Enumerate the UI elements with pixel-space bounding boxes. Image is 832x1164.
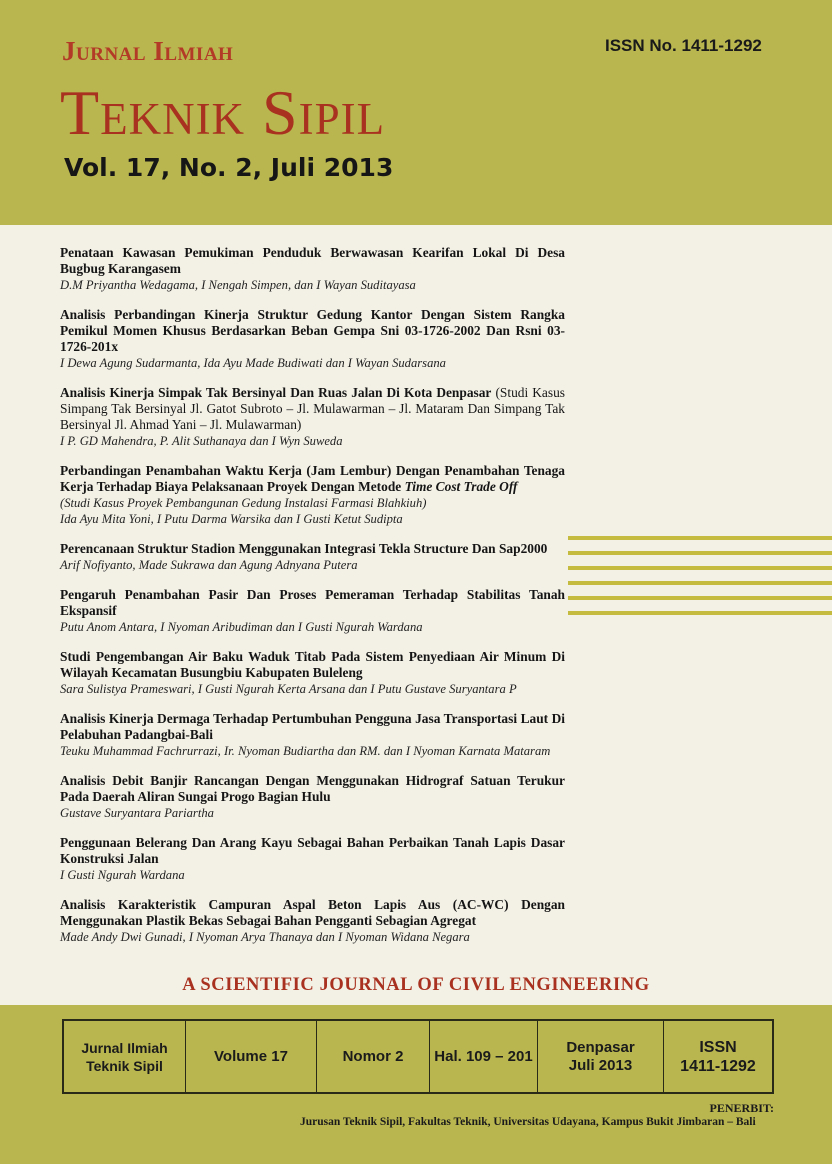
article-item <box>60 649 565 697</box>
article-item <box>60 307 565 371</box>
article-authors: Made Andy Dwi Gunadi, I Nyoman Arya Thanaya dan I Nyoman Widana Negara <box>60 930 470 944</box>
stripe-line <box>568 536 832 540</box>
article-authors: Ida Ayu Mita Yoni, I Putu Darma Warsika dan I Gusti Ketut Sudipta <box>60 512 403 526</box>
stripe-line <box>568 611 832 615</box>
article-item <box>60 385 565 449</box>
cell-pages-text: Hal. 109 – 201 <box>434 1047 533 1065</box>
article-item <box>60 245 565 293</box>
article-list <box>60 245 565 959</box>
article-title: Penataan Kawasan Pemukiman Penduduk Berwawasan Kearifan Lokal Di Desa Bugbug Karangasem <box>60 245 565 276</box>
article-subtitle: (Studi Kasus Proyek Pembangunan Gedung Instalasi Farmasi Blahkiuh) <box>60 496 427 510</box>
penerbit-label: PENERBIT: <box>709 1101 774 1115</box>
cell-city: Denpasar <box>566 1038 635 1056</box>
article-title-extra: (Studi Kasus Simpang Tak Bersinyal Jl. Gatot Subroto – Jl. Mulawarman – Jl. Mataram Dan Simpang Tak Bersinyal Jl. Ahmad Yani – Jl. Mulawarman) <box>60 385 565 432</box>
article-item <box>60 541 565 573</box>
article-item <box>60 711 565 759</box>
cell-date: Juli 2013 <box>568 1056 633 1074</box>
article-authors: Gustave Suryantara Pariartha <box>60 806 214 820</box>
stripe-line <box>568 581 832 585</box>
article-title: Analisis Kinerja Dermaga Terhadap Pertumbuhan Pengguna Jasa Transportasi Laut Di Pelabuhan Padangbai-Bali <box>60 711 565 742</box>
article-title: Studi Pengembangan Air Baku Waduk Titab Pada Sistem Penyediaan Air Minum Di Wilayah Kecamatan Busungbiu Kabupaten Buleleng <box>60 649 565 680</box>
cell-nomor <box>317 1021 430 1092</box>
article-authors: I Dewa Agung Sudarmanta, Ida Ayu Made Budiwati dan I Wayan Sudarsana <box>60 356 446 370</box>
cell-journal-line1: Jurnal Ilmiah <box>81 1039 168 1056</box>
article-title: Perencanaan Struktur Stadion Menggunakan Integrasi Tekla Structure Dan Sap2000 <box>60 541 548 556</box>
article-item <box>60 587 565 635</box>
article-title: Penggunaan Belerang Dan Arang Kayu Sebagai Bahan Perbaikan Tanah Lapis Dasar Konstruksi Jalan <box>60 835 565 866</box>
stripe-line <box>568 596 832 600</box>
article-authors: Putu Anom Antara, I Nyoman Aribudiman dan I Gusti Ngurah Wardana <box>60 620 423 634</box>
article-item <box>60 463 565 527</box>
cell-volume-text: Volume 17 <box>214 1047 288 1065</box>
cell-place-date <box>538 1021 664 1092</box>
article-title-main: Analisis Kinerja Simpak Tak Bersinyal Dan Ruas Jalan Di Kota Denpasar <box>60 385 492 400</box>
article-title-main: Perbandingan Penambahan Waktu Kerja (Jam Lembur) Dengan Penambahan Tenaga Kerja Terhadap Biaya Pelaksanaan Proyek Dengan Metode <box>60 463 565 494</box>
article-item <box>60 835 565 883</box>
volume-issue: Vol. 17, No. 2, Juli 2013 <box>64 153 394 182</box>
cell-pages <box>430 1021 538 1092</box>
cell-issn <box>664 1021 772 1092</box>
issn-top: ISSN No. 1411-1292 <box>605 36 762 55</box>
article-title: Analisis Perbandingan Kinerja Struktur Gedung Kantor Dengan Sistem Rangka Pemikul Momen Khusus Berdasarkan Beban Gempa Sni 03-1726-2002 Dan Rsni 03-1726-201x <box>60 307 565 354</box>
cell-nomor-text: Nomor 2 <box>342 1047 404 1065</box>
article-authors: D.M Priyantha Wedagama, I Nengah Simpen, dan I Wayan Suditayasa <box>60 278 416 292</box>
article-authors: I P. GD Mahendra, P. Alit Suthanaya dan I Wyn Suweda <box>60 434 343 448</box>
article-title: Analisis Karakteristik Campuran Aspal Beton Lapis Aus (AC-WC) Dengan Menggunakan Plastik Bekas Sebagai Bahan Pengganti Sebagian Agregat <box>60 897 565 928</box>
article-authors: Teuku Muhammad Fachrurrazi, Ir. Nyoman Budiartha dan RM. dan I Nyoman Karnata Mataram <box>60 744 551 758</box>
info-table <box>62 1019 774 1094</box>
article-title: Pengaruh Penambahan Pasir Dan Proses Pemeraman Terhadap Stabilitas Tanah Ekspansif <box>60 587 565 618</box>
article-item <box>60 897 565 945</box>
publisher-address: Jurusan Teknik Sipil, Fakultas Teknik, Universitas Udayana, Kampus Bukit Jimbaran – Bali <box>300 1116 756 1128</box>
cell-issn-label: ISSN <box>699 1038 737 1056</box>
article-title <box>60 463 565 495</box>
cell-journal-line2: Teknik Sipil <box>86 1057 163 1074</box>
article-authors: Sara Sulistya Prameswari, I Gusti Ngurah Kerta Arsana dan I Putu Gustave Suryantara P <box>60 682 517 696</box>
cell-journal <box>64 1021 186 1092</box>
article-item <box>60 773 565 821</box>
journal-name-big: Teknik Sipil <box>60 77 386 148</box>
article-title-italic: Time Cost Trade Off <box>404 479 518 494</box>
cell-volume <box>186 1021 317 1092</box>
stripe-line <box>568 566 832 570</box>
cell-issn-value: 1411-1292 <box>680 1057 756 1075</box>
journal-subtitle: A SCIENTIFIC JOURNAL OF CIVIL ENGINEERING <box>182 975 650 995</box>
article-authors: I Gusti Ngurah Wardana <box>60 868 185 882</box>
article-authors: Arif Nofiyanto, Made Sukrawa dan Agung Adnyana Putera <box>60 558 358 572</box>
journal-name-small: Jurnal Ilmiah <box>62 36 234 66</box>
article-title: Analisis Debit Banjir Rancangan Dengan Menggunakan Hidrograf Satuan Terukur Pada Daerah Aliran Sungai Progo Bagian Hulu <box>60 773 565 804</box>
article-title <box>60 385 565 433</box>
decorative-stripes <box>568 536 832 626</box>
stripe-line <box>568 551 832 555</box>
